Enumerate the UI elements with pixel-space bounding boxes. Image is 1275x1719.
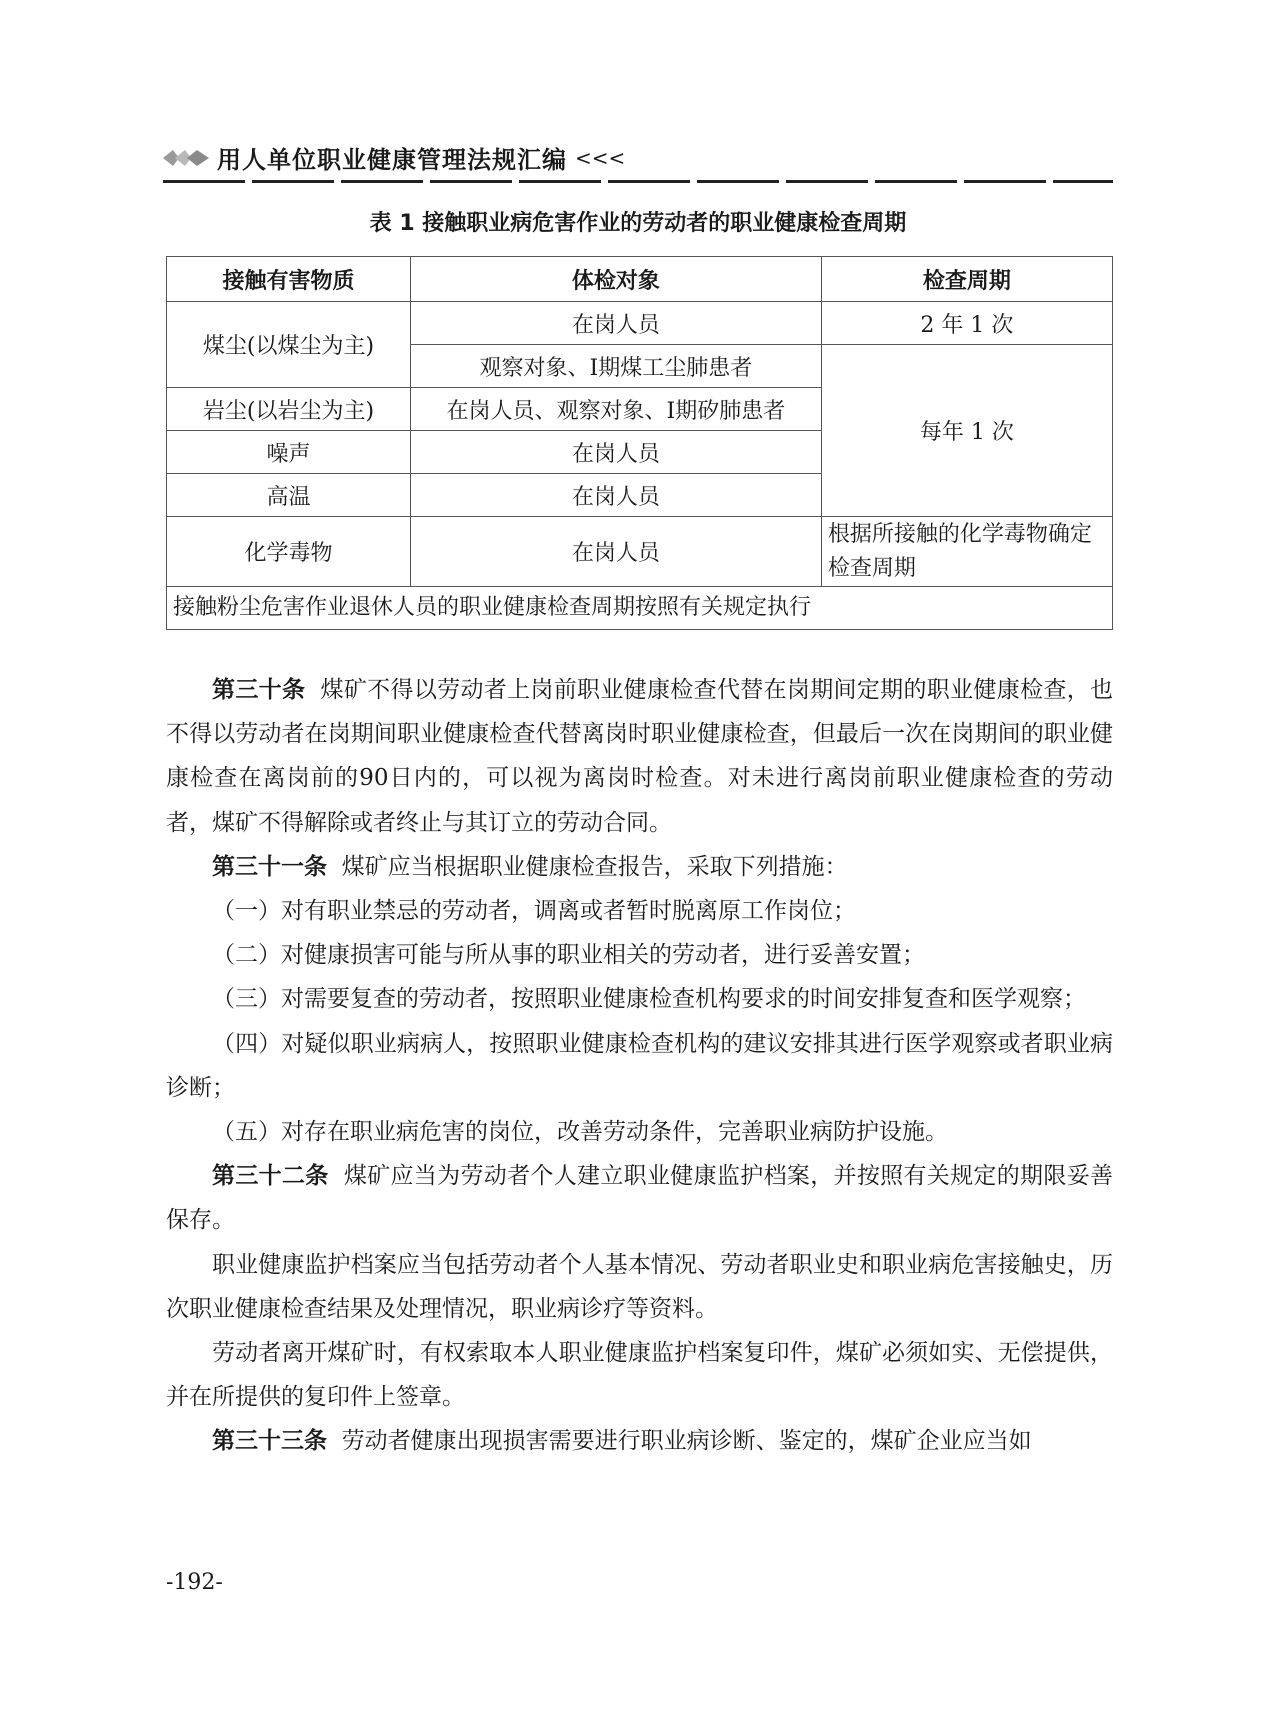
- paragraph: [166, 1419, 1113, 1463]
- subject-cell: 在岗人员: [410, 302, 821, 345]
- substance-cell: 噪声: [167, 431, 411, 474]
- paragraph: [166, 1243, 1113, 1331]
- paragraph: [166, 1110, 1113, 1154]
- subject-cell: 在岗人员: [410, 474, 821, 517]
- exam-period-table: [166, 256, 1113, 630]
- period-cell: 2 年 1 次: [821, 302, 1112, 345]
- substance-cell: 煤尘(以煤尘为主): [167, 302, 411, 388]
- paragraph: [166, 668, 1113, 845]
- paragraph: [166, 1154, 1113, 1242]
- paragraph-text: 煤矿不得以劳动者上岗前职业健康检查代替在岗期间定期的职业健康检查，也不得以劳动者在岗期间职业健康检查代替离岗时职业健康检查，但最后一次在岗期间的职业健康检查在离岗前的90日内的，可以视为离岗时检查。对未进行离岗前职业健康检查的劳动者，煤矿不得解除或者终止与其订立的劳动合同。: [166, 677, 1114, 836]
- table-footnote-row: [167, 587, 1113, 630]
- paragraph: [166, 933, 1113, 977]
- substance-cell: 岩尘(以岩尘为主): [167, 388, 411, 431]
- substance-cell: 化学毒物: [167, 517, 411, 587]
- substance-cell: 高温: [167, 474, 411, 517]
- table-header-row: [167, 257, 1113, 302]
- paragraph: [166, 977, 1113, 1021]
- subject-cell: 观察对象、Ⅰ期煤工尘肺患者: [410, 345, 821, 388]
- double-arrow-icon: [163, 149, 209, 167]
- subject-cell: 在岗人员: [410, 431, 821, 474]
- paragraph: [166, 889, 1113, 933]
- table-footnote: 接触粉尘危害作业退休人员的职业健康检查周期按照有关规定执行: [167, 587, 1113, 630]
- header-rule: [163, 180, 1113, 183]
- subject-cell: 在岗人员、观察对象、Ⅰ期矽肺患者: [410, 388, 821, 431]
- paragraph-text: （五）对存在职业病危害的岗位，改善劳动条件，完善职业病防护设施。: [212, 1119, 948, 1146]
- paragraph-text: 劳动者离开煤矿时，有权索取本人职业健康监护档案复印件，煤矿必须如实、无偿提供，并在所提供的复印件上签章。: [166, 1340, 1113, 1411]
- paragraph-text: （三）对需要复查的劳动者，按照职业健康检查机构要求的时间安排复查和医学观察；: [212, 986, 1086, 1013]
- header-period: 检查周期: [821, 257, 1112, 302]
- paragraph: [166, 1331, 1113, 1419]
- subject-cell: 在岗人员: [410, 517, 821, 587]
- header-substance: 接触有害物质: [167, 257, 411, 302]
- period-cell-shared: 每年 1 次: [821, 345, 1112, 517]
- article-number: 第三十二条: [212, 1163, 329, 1190]
- table-caption: 表 1 接触职业病危害作业的劳动者的职业健康检查周期: [369, 211, 907, 236]
- paragraph-text: 煤矿应当根据职业健康检查报告，采取下列措施：: [341, 853, 848, 880]
- header-title: 用人单位职业健康管理法规汇编: [217, 146, 567, 174]
- table-row: [167, 302, 1113, 345]
- body-text: [166, 668, 1113, 1464]
- paragraph-text: 职业健康监护档案应当包括劳动者个人基本情况、劳动者职业史和职业病危害接触史，历次职业健康检查结果及处理情况，职业病诊疗等资料。: [166, 1251, 1113, 1322]
- table-row: [167, 517, 1113, 587]
- paragraph-text: 煤矿应当为劳动者个人建立职业健康监护档案，并按照有关规定的期限妥善保存。: [166, 1163, 1114, 1234]
- header-subject: 体检对象: [410, 257, 821, 302]
- paragraph: [166, 845, 1113, 889]
- paragraph-text: （一）对有职业禁忌的劳动者，调离或者暂时脱离原工作岗位；: [212, 898, 856, 925]
- paragraph: [166, 1022, 1113, 1110]
- paragraph-text: （二）对健康损害可能与所从事的职业相关的劳动者，进行妥善安置；: [212, 942, 925, 969]
- period-cell: 根据所接触的化学毒物确定检查周期: [821, 517, 1112, 587]
- running-header: [163, 140, 625, 175]
- paragraph-text: 劳动者健康出现损害需要进行职业病诊断、鉴定的，煤矿企业应当如: [341, 1428, 1032, 1455]
- page-number: -192-: [166, 1570, 223, 1595]
- article-number: 第三十一条: [212, 853, 327, 880]
- paragraph-text: （四）对疑似职业病病人，按照职业健康检查机构的建议安排其进行医学观察或者职业病诊断；: [166, 1030, 1113, 1101]
- header-chevrons: <<<: [575, 145, 626, 170]
- article-number: 第三十条: [212, 677, 306, 703]
- article-number: 第三十三条: [212, 1428, 327, 1455]
